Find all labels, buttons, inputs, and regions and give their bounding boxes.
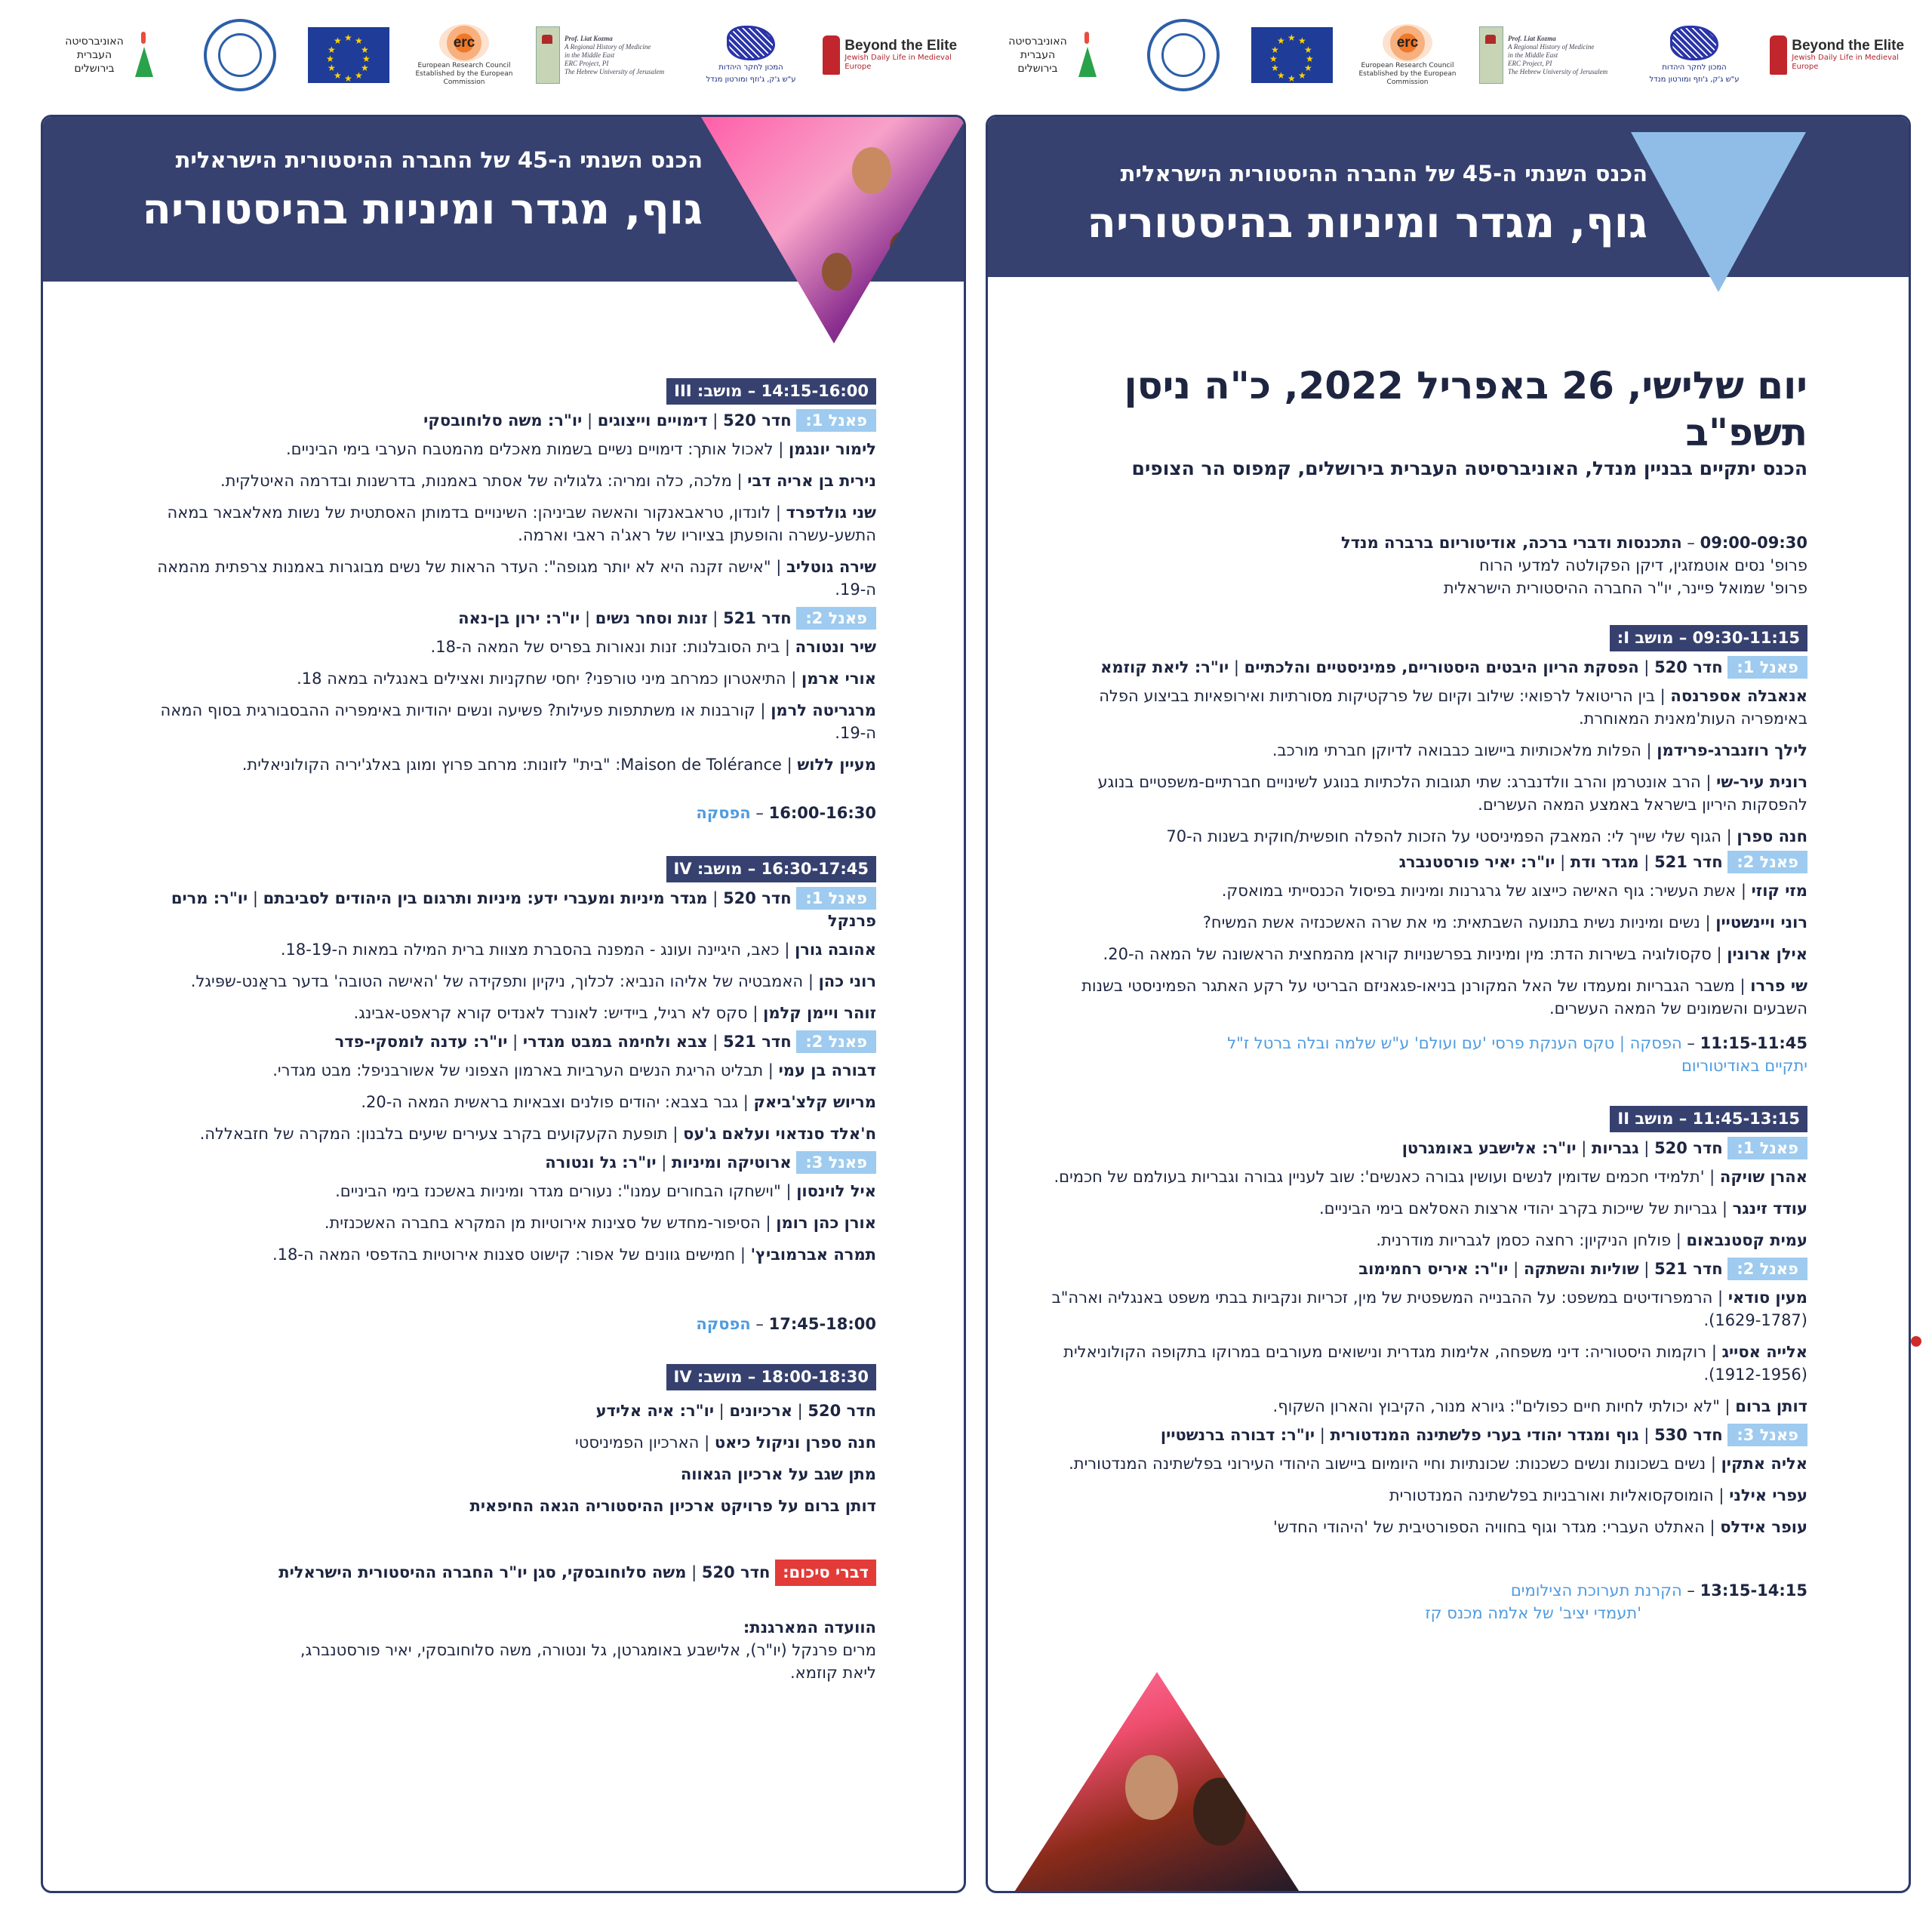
- panel-label: פאנל 1:: [1727, 656, 1807, 679]
- bte-title: Beyond the Elite: [1792, 38, 1905, 54]
- erc-sub: Established by the European Commission: [415, 69, 513, 86]
- bte-logo-right: [1766, 14, 1917, 97]
- bte-title: Beyond the Elite: [844, 38, 958, 54]
- bte-sub: Jewish Daily Life in Medieval Europe: [844, 54, 952, 71]
- kozma-erc-logo-right: [1479, 14, 1619, 97]
- kozma-line2: in the Middle East: [1508, 51, 1558, 59]
- exhibit-text: הקרנת תערוכת הצילומים: [1510, 1581, 1682, 1600]
- committee-line2: ליאת קוזמא.: [789, 1664, 876, 1682]
- room: חדר 520: [1654, 1139, 1723, 1157]
- room: חדר 530: [1654, 1426, 1723, 1444]
- talk-title: תופעת הקעקועים בקרב צעירים שיעים בלבנון: המקרה של חזבאללה.: [199, 1125, 668, 1143]
- speaker: רונית עיר-שי: [1716, 773, 1807, 791]
- erc-mark: erc: [1396, 34, 1419, 51]
- opening-title: התכנסות ודברי ברכה, אודיטוריום ברברה מנדל: [1340, 534, 1682, 552]
- kozma-line1: A Regional History of Medicine: [1508, 42, 1595, 51]
- speaker: חנה ספרן: [1737, 827, 1807, 845]
- university-seal-logo-right: [1146, 14, 1221, 97]
- panel-chair: יו"ר: יאיר פורסטנברג: [1398, 853, 1555, 871]
- erc-text: European Research Council: [1361, 61, 1454, 69]
- right-schedule: [1045, 362, 1807, 1624]
- speaker: מעין סודאי: [1727, 1289, 1807, 1307]
- panel-title: ארכיונים: [729, 1402, 792, 1420]
- talk-title: בית הסובלנות: זנות ונאורות בפריס של המאה ה-18.: [430, 638, 780, 656]
- panel-label: פאנל 3:: [796, 1151, 876, 1174]
- banner-subtitle: הכנס השנתי ה-45 של החברה ההיסטורית הישראלית: [175, 147, 703, 173]
- session-1-panel-2: פאנל 2: חדר 521 | מגדר ודת | יו"ר: יאיר פורסטנברג מזי קוזי | אשת העשיר: גוף האישה כייצוג של גרגרנות ומיניות בפיסול הכנסייתי במואסק. רוני ויינשטיין | נשים ומיניות נשית בתנועה השבתאית: מי את שרה האשכנזיה אשת המשיח? אילן ארונין | סקסולוגיה בשירות הדת: מין ומיניות בפרשנויות קוראן מהמחצית הראשונה של המאה ה-20. שי פררו | משבר הגבריות ומעמדו של האל המקורנן בניאו-פגאניזם הבריטי על רקע האתגר הפמיניסטי בשנות השבעים והשמונים של המאה העשרים.: [1045, 851, 1807, 1020]
- eu-stars-icon: ★ ★ ★ ★ ★ ★ ★ ★ ★ ★ ★ ★: [1251, 27, 1333, 83]
- organizing-committee: [122, 1616, 876, 1684]
- room: חדר 520: [808, 1402, 876, 1420]
- panel-title: הפסקת הריון היבטים היסטוריים, פמיניסטיים והלכתיים: [1244, 658, 1639, 676]
- speaker: שיר ונטורה: [795, 638, 876, 656]
- mandel-text-2: ע"ש ג'ק, ג'וזף ומורטון מנדל: [1649, 75, 1740, 84]
- logo-strip-right: [943, 14, 1932, 97]
- speaker: איל לוינסון: [796, 1182, 876, 1200]
- session-3-panel-1: פאנל 1: חדר 520 | דימויים וייצוגים | יו"ר: משה סלוחובסקי לימור יונגמן | לאכול אותך: דימויים נשיים בשמות מאכלים מהמטבח הערבי בימי הביניים. נירית בן אריה דבי | מלכה, כלה ומריה: גלגוליה של אסתר באמנות, בדרשנות ובדרמה האיטלקית. שני גולדפרד | לונדון, טראבאנקור והאשה שביניהן: השינויים בדמותן האסתטית של נשות מאלאבאר במאה התשע-עשרה והופעתן בציוריו של ראג'ה ראבי וארמה. שירה גוטליב | "אישה זקנה היא לא יותר מגופה": העדר הראות של נשים מבוגרות באמנות צרפתית מהמאה ה-19.: [122, 409, 876, 601]
- speaker: אהרן שויקה: [1719, 1168, 1807, 1186]
- panel-chair: יו"ר: מרים פרנקל: [171, 889, 876, 930]
- room: חדר 520: [723, 411, 792, 430]
- session-4: [122, 856, 876, 1266]
- break-text: הפסקה: [696, 1315, 751, 1333]
- logo-strip-left: [0, 14, 974, 97]
- session-2: [1045, 1106, 1807, 1538]
- kozma-title: Prof. Liat Kozma: [1508, 34, 1556, 42]
- room: חדר 521: [1654, 853, 1723, 871]
- break-2: 16:00-16:30 – הפסקה: [696, 804, 876, 822]
- speaker: ח'אלד סנדאוי ועלאם ג'עס: [683, 1125, 876, 1143]
- talk-title: הומוסקסואליות ואורבניות בפלשתינה המנדטורית: [1389, 1486, 1714, 1504]
- talk-title: "אישה זקנה היא לא יותר מגופה": העדר הראות של נשים מבוגרות באמנות צרפתית מהמאה ה-19.: [157, 558, 876, 599]
- panel-chair: יו"ר: איה אלידע: [595, 1402, 714, 1420]
- speaker: אנאבלה אספרנסה: [1670, 687, 1807, 705]
- break-text: הפסקה | טקס הענקת פרסי 'עם ועולם' ע"ש שלמה ובלה ברטל ז"ל: [1227, 1034, 1682, 1052]
- room: חדר 521: [723, 609, 792, 627]
- panel-chair: יו"ר: ליאת קוזמא: [1100, 658, 1229, 676]
- erc-sub: Established by the European Commission: [1358, 69, 1457, 86]
- panel-title: מגדר מיניות ומעברי ידע: מיניות ותרגום בין היהודים לסביבתם: [263, 889, 708, 907]
- break-time: 11:15-11:45: [1700, 1034, 1807, 1052]
- event-venue: הכנס יתקיים בבניין מנדל, האוניברסיטה העברית בירושלים, קמפוס הר הצופים: [1131, 457, 1807, 479]
- panel-chair: יו"ר: דבורה ברנשטיין: [1160, 1426, 1315, 1444]
- session-2-panel-2: פאנל 2: חדר 521 | שוליות והשתקה | יו"ר: איריס רחמימוב מעין סודאי | הרמפרודיטים במשפט: על ההבנייה המשפטית של מין, זכריות ונקביות בבתי משפט באנגליה וארה"ב (1629-1787). אלייה אסייג | רוקמות היסטוריה: דיני משפחה, אלימות מגדרית ונישואים מעורבים במרוקו בתקופה הקולוניאלית (1912-1956). דותן ברום | "לא יכולתי לחיות חיים כפולים": גיורא מנור, הקיבוץ והארון השקוף.: [1045, 1258, 1807, 1418]
- talk-title: לאכול אותך: דימויים נשיים בשמות מאכלים מהמטבח הערבי בימי הביניים.: [285, 440, 774, 458]
- closing-text: משה סלוחובסקי, סגן יו"ר החברה ההיסטורית הישראלית: [278, 1563, 687, 1581]
- talk-title: לונדון, טראבאנקור והאשה שביניהן: השינויים בדמותן האסתטית של נשות מאלאבאר במאה התשע-עשרה והופעתן בציוריו של ראג'ה ראבי וארמה.: [167, 503, 876, 544]
- speaker: רוני ויינשטיין: [1715, 913, 1807, 931]
- committee-line1: מרים פרנקל (יו"ר), אלישבע באומגרטן, גל ונטורה, משה סלוחובסקי, יאיר פורסטנברג,: [300, 1641, 876, 1659]
- talk-title: התיאטרון כמרחב מיני טורפני? יחסי שחקניות ואצילים באנגליה במאה 18.: [297, 670, 786, 688]
- room: חדר 520: [723, 889, 792, 907]
- panel-chair: יו"ר: איריס רחמימוב: [1358, 1260, 1509, 1278]
- panel-label: פאנל 2:: [796, 607, 876, 630]
- panel-chair: יו"ר: ירון בן-נאה: [458, 609, 580, 627]
- kozma-line3: ERC Project, PI: [1508, 59, 1552, 67]
- talk-title: האמבטיה של אליהו הנביא: לכלוך, ניקיון ותפקידה של 'האישה הטובה' בדער בראַנט-שפּיגל.: [190, 972, 804, 990]
- speaker: אילן ארונין: [1727, 945, 1807, 963]
- eu-flag-logo: [308, 14, 389, 97]
- panel-chair: יו"ר: משה סלוחובסקי: [423, 411, 583, 430]
- room: חדר 521: [1654, 1260, 1723, 1278]
- panel-label: פאנל 1:: [796, 409, 876, 432]
- talk-title: הפלות מלאכותיות ביישוב כבבואה לדיוקן חברתי מורכב.: [1272, 741, 1641, 759]
- session-1-header: 09:30-11:15 – מושב I:: [1610, 625, 1807, 651]
- erc-text: European Research Council: [417, 61, 511, 69]
- session-4-header: 16:30-17:45 – מושב: IV: [666, 856, 876, 882]
- speaker: זוהר ויימן קלמן: [763, 1004, 876, 1022]
- mandel-text-2: ע"ש ג'ק, ג'וזף ומורטון מנדל: [706, 75, 796, 84]
- erc-logo-right: [1355, 14, 1460, 97]
- panel-title: מגדר ודת: [1570, 853, 1639, 871]
- talk-title: אשת העשיר: גוף האישה כייצוג של גרגרנות ומיניות בפיסול הכנסייתי במואסק.: [1221, 882, 1737, 900]
- huji-text: האוניברסיטה העברית בירושלים: [65, 35, 124, 75]
- exhibit: 13:15-14:15 – הקרנת תערוכת הצילומים 'תעמדי יציב' של אלמה מכנס קז: [1045, 1579, 1807, 1624]
- speaker: מזי קוזי: [1751, 882, 1807, 900]
- eu-flag-logo-right: [1251, 14, 1333, 97]
- speaker: נירית בן אריה דבי: [747, 472, 876, 490]
- exhibit-time: 13:15-14:15: [1700, 1581, 1807, 1600]
- talk-title: נשים בשכונות ונשים כשכנות: שכונתיות וחיי היומיום ביישוב היהודי העירוני בפלשתינה המנדטורית.: [1069, 1455, 1706, 1473]
- session-1-panel-1: פאנל 1: חדר 520 | הפסקת הריון היבטים היסטוריים, פמיניסטיים והלכתיים | יו"ר: ליאת קוזמא אנאבלה אספרנסה | בין הריטואל לרפואי: שילוב וקיום של פרקטיקות מסורתיות ואירופאיות בביצוע הפלה באימפריה העות'מאנית המאוחרת. לילך רוזנברג-פרידמן | הפלות מלאכותיות ביישוב כבבואה לדיוקן חברתי מורכב. רונית עיר-שי | הרב אונטרמן והרב וולדנברג: שתי תגובות הלכתיות בנוגע לשינויים חברתיים-משפטיים בנוגע להפסקות היריון בישראל באמצע המאה העשרים. חנה ספרן | הגוף שלי שייך לי: המאבק הפמיניסטי על הזכות להפלה חופשית/חוקית בשנות ה-70: [1045, 656, 1807, 848]
- speaker: אליה אתקין: [1721, 1455, 1807, 1473]
- banner-subtitle: הכנס השנתי ה-45 של החברה ההיסטורית הישראלית: [1120, 161, 1647, 186]
- session-4-panel-1: פאנל 1: חדר 520 | מגדר מיניות ומעברי ידע: מיניות ותרגום בין היהודים לסביבתם | יו"ר: מרים פרנקל אהובה גורן | כאב, היגיינה ועונג - המפנה בהסברת מצוות ברית המילה במאות ה-18-19. רוני כהן | האמבטיה של אליהו הנביא: לכלוך, ניקיון ותפקידה של 'האישה הטובה' בדער בראַנט-שפּיגל. זוהר ויימן קלמן | סקס לא רגיל, ביידיש: לאונרד לאנדיס קורא קראפט-אבינג.: [122, 887, 876, 1024]
- talk-title: בין הריטואל לרפואי: שילוב וקיום של פרקטיקות מסורתיות ואירופאיות בביצוע הפלה באימפריה העות'מאנית המאוחרת.: [1099, 687, 1807, 728]
- panel-label: פאנל 2:: [796, 1030, 876, 1053]
- room: חדר 520: [1654, 658, 1723, 676]
- right-page: [986, 115, 1911, 1893]
- talk-title: "לא יכולתי לחיות חיים כפולים": גיורא מנור, הקיבוץ והארון השקוף.: [1272, 1397, 1720, 1415]
- speaker: רוני כהן: [818, 972, 876, 990]
- panel-title: זנות וסחר נשים: [595, 609, 708, 627]
- archive-speaker: חנה ספרן וניקול כיאט: [714, 1433, 876, 1452]
- left-page: [41, 115, 966, 1893]
- opening: 09:00-09:30 – התכנסות ודברי ברכה, אודיטוריום ברברה מנדל פרופ' נסים אוטמזגין, דיקן הפקולטה למדעי הרוח פרופ' שמואל פיינר, יו"ר החברה ההיסטורית הישראלית: [1045, 531, 1807, 599]
- bte-icon: [823, 35, 840, 75]
- kozma-title: Prof. Liat Kozma: [565, 34, 613, 42]
- university-seal-logo: [202, 14, 278, 97]
- kozma-portrait-icon: [1479, 26, 1503, 84]
- speaker: דבורה בן עמי: [778, 1061, 876, 1079]
- session-2-panel-1: פאנל 1: חדר 520 | גבריות | יו"ר: אלישבע באומגרטן אהרן שויקה | 'תלמידי חכמים שדומין לנשים ועושין גבורה כאנשים': שוב לעניין גבורה וגבריות בעולמם של חכמים. עודד זינגר | גבריות של שייכות בקרב יהודי ארצות האסלאם בימי הביניים. עמית קסטנבאום | פולחן הניקיון: רחצה כסמן לגבריות מודרנית.: [1045, 1137, 1807, 1252]
- room: חדר 521: [723, 1033, 792, 1051]
- break-time: 17:45-18:00: [768, 1315, 876, 1333]
- room: חדר 520: [701, 1563, 771, 1581]
- archive-speaker: מתן שגב על ארכיון הגאווה: [680, 1465, 876, 1483]
- kozma-line4: The Hebrew University of Jerusalem: [1508, 67, 1608, 75]
- talk-title: קורבנות או משתתפות פעילות? פשיעה ונשים יהודיות באימפריה ההבסבורגית בסוף המאה ה-19.: [160, 701, 876, 742]
- speaker: שני גולדפרד: [786, 503, 876, 522]
- session-3-panel-2: פאנל 2: חדר 521 | זנות וסחר נשים | יו"ר: ירון בן-נאה שיר ונטורה | בית הסובלנות: זנות ונאורות בפריס של המאה ה-18. אורי ארמן | התיאטרון כמרחב מיני טורפני? יחסי שחקניות ואצילים באנגליה במאה 18. מרגריטה לרמן | קורבנות או משתתפות פעילות? פשיעה ונשים יהודיות באימפריה ההבסבורגית בסוף המאה ה-19. מעיין ללוש | Maison de Tolérance: "בית" לזונות: מרחב פרוץ ומוגן באלג'יריה הקולוניאלית.: [122, 607, 876, 776]
- banner-title: גוף, מגדר ומיניות בהיסטוריה: [142, 185, 703, 234]
- speaker: לילך רוזנברג-פרידמן: [1657, 741, 1807, 759]
- speaker: עמית קסטנבאום: [1686, 1231, 1807, 1249]
- talk-title: הרמפרודיטים במשפט: על ההבנייה המשפטית של מין, זכריות ונקביות בבתי משפט באנגליה וארה"ב (1629-1787).: [1051, 1289, 1807, 1329]
- talk-title: מלכה, כלה ומריה: גלגוליה של אסתר באמנות, בדרשנות ובדרמה האיטלקית.: [220, 472, 732, 490]
- banner-title: גוף, מגדר ומיניות בהיסטוריה: [1087, 199, 1647, 248]
- speaker: אורן כהן רומן: [776, 1214, 876, 1232]
- huji-logo: [45, 14, 166, 97]
- speaker: לימור יונגמן: [789, 440, 876, 458]
- break-time: 16:00-16:30: [768, 804, 876, 822]
- talk-title: גבר בצבא: יהודים פולנים וצבאיות בראשית המאה ה-20.: [361, 1093, 739, 1111]
- talk-title: הרב אונטרמן והרב וולדנברג: שתי תגובות הלכתיות בנוגע לשינויים חברתיים-משפטיים בנוגע להפסקות היריון בישראל באמצע המאה העשרים.: [1097, 773, 1807, 814]
- talk-title: רוקמות היסטוריה: דיני משפחה, אלימות מגדרית ונישואים מעורבים במרוקו בתקופה הקולוניאלית (1912-1956).: [1063, 1343, 1807, 1384]
- erc-mark: erc: [453, 34, 475, 51]
- panel-label: פאנל 2:: [1727, 851, 1807, 873]
- talk-title: משבר הגבריות ומעמדו של האל המקורנן בניאו-פגאניזם הבריטי על רקע האתגר הפמיניסטי בשנות השבעים והשמונים של המאה העשרים.: [1081, 977, 1807, 1018]
- talk-title: הגוף שלי שייך לי: המאבק הפמיניסטי על הזכות להפלה חופשית/חוקית בשנות ה-70: [1166, 827, 1721, 845]
- session-3: [122, 378, 876, 776]
- kozma-line3: ERC Project, PI: [565, 59, 609, 67]
- break-text: הפסקה: [696, 804, 751, 822]
- speaker: עפרי אילני: [1729, 1486, 1807, 1504]
- talk-title: פולחן הניקיון: רחצה כסמן לגבריות מודרנית.: [1376, 1231, 1672, 1249]
- opening-line1: פרופ' נסים אוטמזגין, דיקן הפקולטה למדעי הרוח: [1479, 556, 1807, 574]
- talk-title: כאב, היגיינה ועונג - המפנה בהסברת מצוות ברית המילה במאות ה-18-19.: [280, 941, 780, 959]
- panel-label: פאנל 2:: [1727, 1258, 1807, 1280]
- panel-label: פאנל 3:: [1727, 1424, 1807, 1446]
- panel-title: ארוטיקה ומיניות: [672, 1153, 792, 1172]
- talk-title: נשים ומיניות נשית בתנועה השבתאית: מי את שרה האשכנזיה אשת המשיח?: [1202, 913, 1700, 931]
- erc-logo: [411, 14, 517, 97]
- committee-title: הוועדה המארגנת:: [743, 1618, 876, 1637]
- exhibit-text-2: 'תעמדי יציב' של אלמה מכנס קז: [1425, 1604, 1641, 1622]
- session-2-panel-3: פאנל 3: חדר 530 | גוף ומגדר יהודי בערי פלשתינה המנדטורית | יו"ר: דבורה ברנשטיין אליה אתקין | נשים בשכונות ונשים כשכנות: שכונתיות וחיי היומיום ביישוב היהודי העירוני בפלשתינה המנדטורית. עפרי אילני | הומוסקסואליות ואורבניות בפלשתינה המנדטורית עופר אידלס | האתלט העברי: מגדר וגוף בחוויה הספורטיבית של 'היהודי החדש': [1045, 1424, 1807, 1538]
- break-3: 17:45-18:00 – הפסקה: [696, 1315, 876, 1333]
- session-3-header: 14:15-16:00 – מושב: III: [666, 378, 876, 405]
- talk-title: סקסולוגיה בשירות הדת: מין ומיניות בפרשנויות קוראן מהמחצית הראשונה של המאה ה-20.: [1103, 945, 1712, 963]
- speaker: אלייה אסייג: [1721, 1343, 1807, 1361]
- closing-remarks: דברי סיכום: חדר 520 | משה סלוחובסקי, סגן יו"ר החברה ההיסטורית הישראלית: [122, 1560, 876, 1586]
- panel-label: פאנל 1:: [796, 887, 876, 910]
- speaker: שי פררו: [1750, 977, 1807, 995]
- talk-title: האתלט העברי: מגדר וגוף בחוויה הספורטיבית של 'היהודי החדש': [1273, 1518, 1705, 1536]
- session-4-panel-3: פאנל 3: ארוטיקה ומיניות | יו"ר: גל ונטורה איל לוינסון | "וישחקו הבחורים עמנו": נעורים מגדר ומיניות באשכנז בימי הביניים. אורן כהן רומן | הסיפור-מחדש של סצינות אירוטיות מן המקרא בחברה האשכנזית. תמרה אברמוביץ' | חמישים גוונים של אפור: קישוט סצנות אירוטיות בהדפסי המאה ה-18.: [122, 1151, 876, 1266]
- bte-sub: Jewish Daily Life in Medieval Europe: [1792, 54, 1899, 71]
- panel-title: צבא ולחימה במבט מגדרי: [522, 1033, 708, 1051]
- huji-text: האוניברסיטה העברית בירושלים: [1008, 35, 1067, 75]
- opening-line2: פרופ' שמואל פיינר, יו"ר החברה ההיסטורית הישראלית: [1443, 579, 1807, 597]
- break-1: 11:15-11:45 – הפסקה | טקס הענקת פרסי 'עם ועולם' ע"ש שלמה ובלה ברטל ז"ל יתקיים באודיטוריום: [1045, 1032, 1807, 1077]
- speaker: שירה גוטליב: [786, 558, 876, 576]
- seal-icon: [204, 19, 276, 91]
- panel-title: גוף ומגדר יהודי בערי פלשתינה המנדטורית: [1330, 1426, 1639, 1444]
- session-5-header: 18:00-18:30 – מושב: IV: [666, 1364, 876, 1390]
- speaker: עופר אידלס: [1720, 1518, 1807, 1536]
- kozma-line1: A Regional History of Medicine: [565, 42, 651, 51]
- mandel-institute-logo: [694, 14, 808, 97]
- panel-label: פאנל 1:: [1727, 1137, 1807, 1159]
- huji-logo-right: [989, 14, 1109, 97]
- talk-title: "וישחקו הבחורים עמנו": נעורים מגדר ומיניות באשכנז בימי הביניים.: [335, 1182, 781, 1200]
- blue-triangle-decoration: [1631, 132, 1806, 292]
- publisher-mark-icon: [1911, 1336, 1921, 1347]
- huji-mark-icon: [1075, 29, 1098, 82]
- seal-icon: [1147, 19, 1220, 91]
- event-date: יום שלישי, 26 באפריל 2022, כ"ה ניסן תשפ"ב: [1124, 364, 1807, 454]
- kozma-line2: in the Middle East: [565, 51, 615, 59]
- talk-title: סקס לא רגיל, ביידיש: לאונרד לאנדיס קורא קראפט-אבינג.: [353, 1004, 748, 1022]
- talk-title: גבריות של שייכות בקרב יהודי ארצות האסלאם בימי הביניים.: [1318, 1199, 1718, 1218]
- speaker: תמרה אברמוביץ': [750, 1246, 876, 1264]
- panel-chair: יו"ר: אלישבע באומגרטן: [1401, 1139, 1577, 1157]
- session-2-header: 11:45-13:15 – מושב II: [1610, 1106, 1807, 1132]
- speaker: מעיין ללוש: [797, 756, 876, 774]
- session-4-panel-2: פאנל 2: חדר 521 | צבא ולחימה במבט מגדרי | יו"ר: עדנה לומסקי-פדר דבורה בן עמי | תבליט הריגת הנשים הערביות בארמון הצפוני של אשורבניפל: מבט מגדרי. מריוש קלצ'ביאק | גבר בצבא: יהודים פולנים וצבאיות בראשית המאה ה-20. ח'אלד סנדאוי ועלאם ג'עס | תופעת הקעקועים בקרב צעירים שיעים בלבנון: המקרה של חזבאללה.: [122, 1030, 876, 1145]
- bte-icon: [1770, 35, 1787, 75]
- kozma-portrait-icon: [536, 26, 560, 84]
- kozma-erc-logo: [536, 14, 675, 97]
- illustration-triangle-bottom: [1012, 1672, 1302, 1893]
- left-schedule: [122, 378, 876, 1684]
- opening-time: 09:00-09:30: [1700, 534, 1807, 552]
- talk-title: 'תלמידי חכמים שדומין לנשים ועושין גבורה כאנשים': שוב לעניין גבורה וגבריות בעולמם של חכמים.: [1054, 1168, 1705, 1186]
- mandel-text-1: המכון לחקר היהדות: [718, 63, 783, 72]
- talk-title: חמישים גוונים של אפור: קישוט סצנות אירוטיות בהדפסי המאה ה-18.: [272, 1246, 736, 1264]
- closing-label: דברי סיכום:: [775, 1560, 876, 1586]
- panel-title: דימויים וייצוגים: [597, 411, 708, 430]
- kozma-line4: The Hebrew University of Jerusalem: [565, 67, 665, 75]
- speaker: אהובה גורן: [795, 941, 876, 959]
- archive-speaker: דותן ברום על פרויקט ארכיון ההיסטוריה הגאה החיפאית: [469, 1497, 876, 1515]
- mandel-emblem-icon: [1670, 26, 1718, 60]
- break-text-2: יתקיים באודיטוריום: [1681, 1057, 1807, 1075]
- mandel-emblem-icon: [727, 26, 775, 60]
- speaker: אורי ארמן: [801, 670, 876, 688]
- speaker: דותן ברום: [1735, 1397, 1807, 1415]
- session-1: [1045, 625, 1807, 1020]
- panel-title: גבריות: [1592, 1139, 1639, 1157]
- mandel-institute-logo-right: [1638, 14, 1751, 97]
- eu-stars-icon: ★ ★ ★ ★ ★ ★ ★ ★ ★ ★ ★ ★: [308, 27, 389, 83]
- huji-mark-icon: [132, 29, 155, 82]
- talk-title: תבליט הריגת הנשים הערביות בארמון הצפוני של אשורבניפל: מבט מגדרי.: [272, 1061, 764, 1079]
- archive-topic: הארכיון הפמיניסטי: [575, 1433, 700, 1452]
- talk-title: Maison de Tolérance: "בית" לזונות: מרחב פרוץ ומוגן באלג'יריה הקולוניאלית.: [242, 756, 782, 774]
- talk-title: הסיפור-מחדש של סצינות אירוטיות מן המקרא בחברה האשכנזית.: [324, 1214, 761, 1232]
- speaker: מרגריטה לרמן: [771, 701, 876, 719]
- mandel-text-1: המכון לחקר היהדות: [1662, 63, 1727, 72]
- session-5: 18:00-18:30 – מושב: IV חדר 520 | ארכיונים | יו"ר: איה אלידע חנה ספרן וניקול כיאט | הארכיון הפמיניסטי מתן שגב על ארכיון הגאווה דותן ברום על פרויקט ארכיון ההיסטוריה הגאה החיפאית: [122, 1364, 876, 1517]
- panel-chair: יו"ר: עדנה לומסקי-פדר: [334, 1033, 508, 1051]
- speaker: מריוש קלצ'ביאק: [753, 1093, 876, 1111]
- panel-title: שוליות והשתקה: [1523, 1260, 1639, 1278]
- speaker: עודד זינגר: [1732, 1199, 1807, 1218]
- panel-chair: יו"ר: גל ונטורה: [545, 1153, 657, 1172]
